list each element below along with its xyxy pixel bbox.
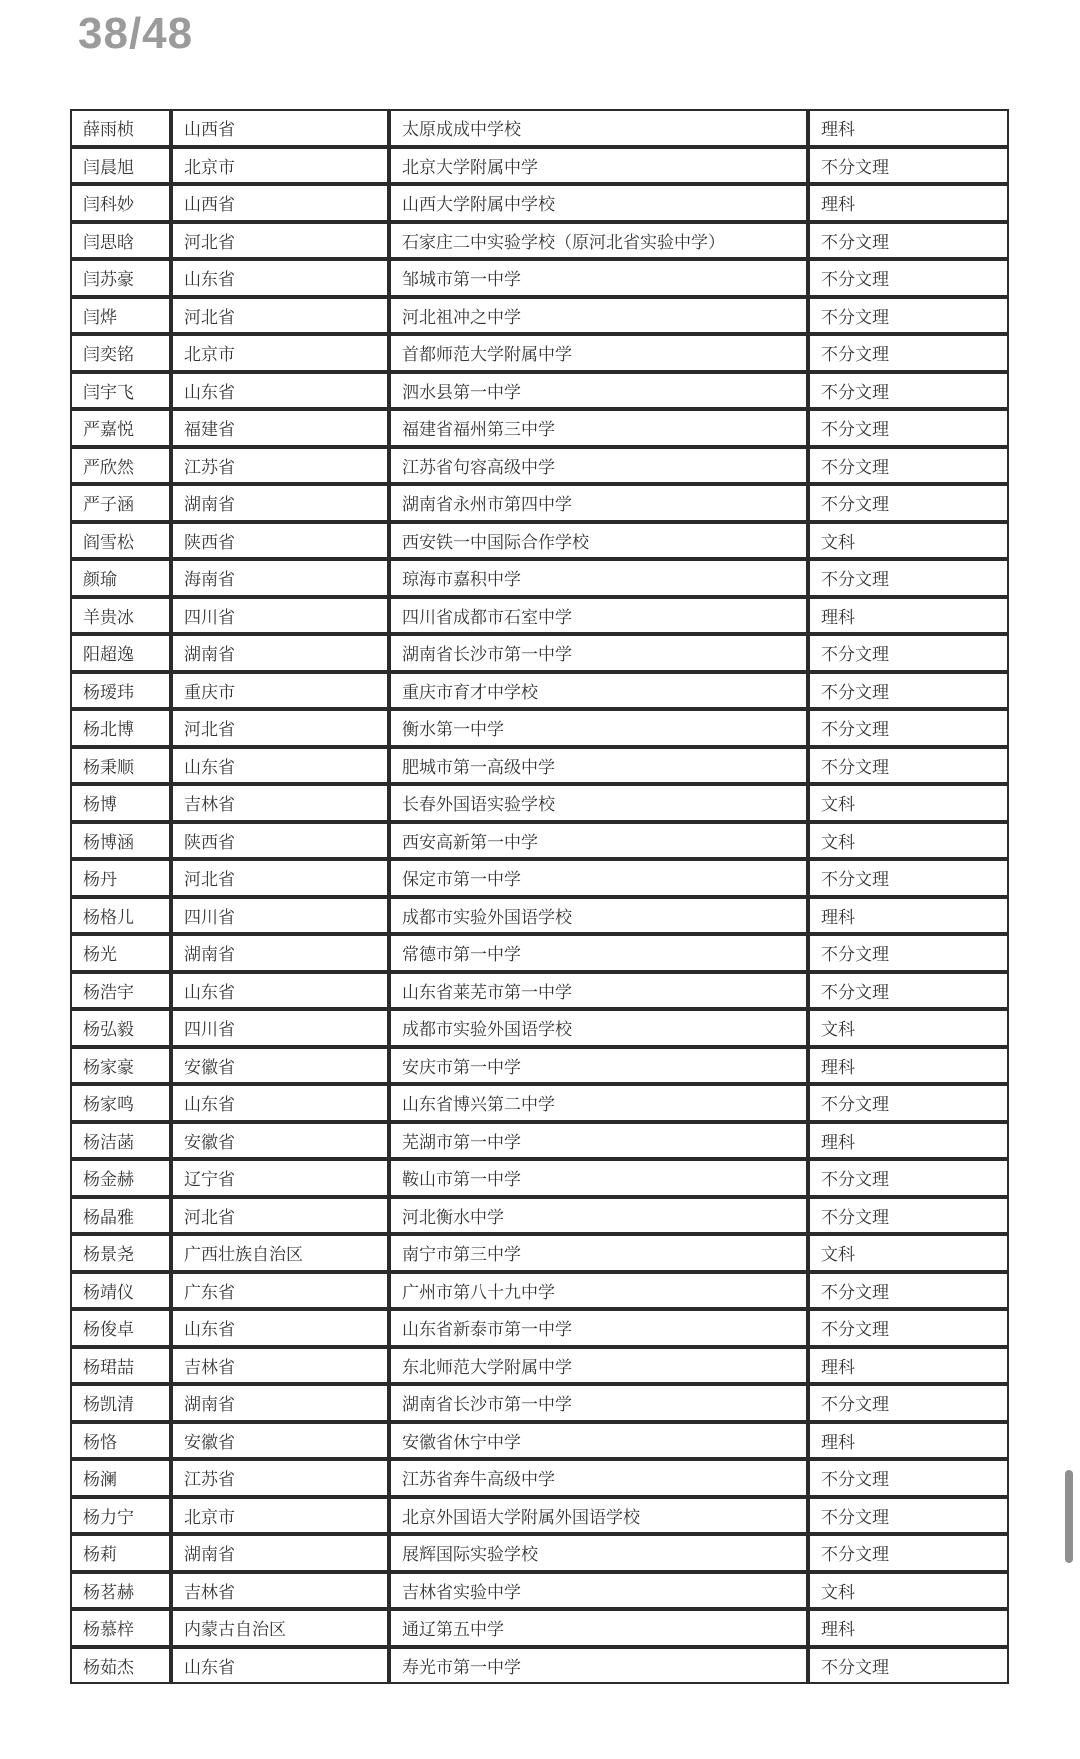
province-cell: 江苏省 xyxy=(171,447,389,485)
page-indicator: 38/48 xyxy=(78,9,194,58)
student-name-cell: 杨浩宇 xyxy=(70,972,171,1010)
school-cell: 邹城市第一中学 xyxy=(389,259,808,297)
student-name-cell: 闫奕铭 xyxy=(70,334,171,372)
school-cell: 保定市第一中学 xyxy=(389,859,808,897)
table-row xyxy=(70,634,1009,672)
table-row xyxy=(70,1234,1009,1272)
subject-track-cell: 不分文理 xyxy=(808,559,1009,597)
table-row xyxy=(70,1572,1009,1610)
subject-track-cell: 理科 xyxy=(808,109,1009,147)
subject-track-cell: 不分文理 xyxy=(808,1309,1009,1347)
student-name-cell: 杨恪 xyxy=(70,1422,171,1460)
school-cell: 北京外国语大学附属外国语学校 xyxy=(389,1497,808,1535)
province-cell: 河北省 xyxy=(171,1197,389,1235)
province-cell: 辽宁省 xyxy=(171,1159,389,1197)
student-name-cell: 严欣然 xyxy=(70,447,171,485)
subject-track-cell: 理科 xyxy=(808,1609,1009,1647)
table-row xyxy=(70,147,1009,185)
table-row xyxy=(70,859,1009,897)
province-cell: 湖南省 xyxy=(171,1534,389,1572)
subject-track-cell: 理科 xyxy=(808,1422,1009,1460)
student-name-cell: 杨家鸣 xyxy=(70,1084,171,1122)
school-cell: 西安铁一中国际合作学校 xyxy=(389,522,808,560)
table-row xyxy=(70,1159,1009,1197)
table-row xyxy=(70,447,1009,485)
province-cell: 山东省 xyxy=(171,747,389,785)
school-cell: 江苏省奔牛高级中学 xyxy=(389,1459,808,1497)
school-cell: 重庆市育才中学校 xyxy=(389,672,808,710)
school-cell: 江苏省句容高级中学 xyxy=(389,447,808,485)
student-name-cell: 闫苏豪 xyxy=(70,259,171,297)
school-cell: 河北祖冲之中学 xyxy=(389,297,808,335)
school-cell: 长春外国语实验学校 xyxy=(389,784,808,822)
subject-track-cell: 不分文理 xyxy=(808,447,1009,485)
province-cell: 吉林省 xyxy=(171,784,389,822)
subject-track-cell: 不分文理 xyxy=(808,1384,1009,1422)
province-cell: 河北省 xyxy=(171,709,389,747)
student-name-cell: 杨力宁 xyxy=(70,1497,171,1535)
table-row xyxy=(70,1459,1009,1497)
school-cell: 泗水县第一中学 xyxy=(389,372,808,410)
province-cell: 山西省 xyxy=(171,184,389,222)
province-cell: 陕西省 xyxy=(171,822,389,860)
subject-track-cell: 不分文理 xyxy=(808,1197,1009,1235)
province-cell: 河北省 xyxy=(171,297,389,335)
school-cell: 芜湖市第一中学 xyxy=(389,1122,808,1160)
table-row xyxy=(70,597,1009,635)
subject-track-cell: 文科 xyxy=(808,822,1009,860)
roster-table-body xyxy=(70,109,1009,1684)
subject-track-cell: 不分文理 xyxy=(808,334,1009,372)
student-name-cell: 闫科妙 xyxy=(70,184,171,222)
province-cell: 海南省 xyxy=(171,559,389,597)
subject-track-cell: 不分文理 xyxy=(808,484,1009,522)
school-cell: 河北衡水中学 xyxy=(389,1197,808,1235)
table-row xyxy=(70,1384,1009,1422)
school-cell: 石家庄二中实验学校（原河北省实验中学） xyxy=(389,222,808,260)
student-name-cell: 杨景尧 xyxy=(70,1234,171,1272)
province-cell: 山东省 xyxy=(171,1647,389,1685)
school-cell: 衡水第一中学 xyxy=(389,709,808,747)
student-name-cell: 阳超逸 xyxy=(70,634,171,672)
subject-track-cell: 不分文理 xyxy=(808,147,1009,185)
table-row xyxy=(70,334,1009,372)
table-row xyxy=(70,522,1009,560)
subject-track-cell: 文科 xyxy=(808,1234,1009,1272)
subject-track-cell: 不分文理 xyxy=(808,1084,1009,1122)
school-cell: 鞍山市第一中学 xyxy=(389,1159,808,1197)
student-name-cell: 严嘉悦 xyxy=(70,409,171,447)
subject-track-cell: 不分文理 xyxy=(808,1647,1009,1685)
table-row xyxy=(70,1309,1009,1347)
subject-track-cell: 理科 xyxy=(808,1347,1009,1385)
subject-track-cell: 理科 xyxy=(808,184,1009,222)
school-cell: 福建省福州第三中学 xyxy=(389,409,808,447)
school-cell: 山西大学附属中学校 xyxy=(389,184,808,222)
school-cell: 首都师范大学附属中学 xyxy=(389,334,808,372)
table-row xyxy=(70,1009,1009,1047)
table-row xyxy=(70,1272,1009,1310)
vertical-scrollbar-thumb[interactable] xyxy=(1065,1470,1073,1563)
province-cell: 山东省 xyxy=(171,372,389,410)
table-row xyxy=(70,109,1009,147)
province-cell: 四川省 xyxy=(171,597,389,635)
subject-track-cell: 文科 xyxy=(808,522,1009,560)
province-cell: 广东省 xyxy=(171,1272,389,1310)
table-row xyxy=(70,1047,1009,1085)
student-name-cell: 杨珺喆 xyxy=(70,1347,171,1385)
school-cell: 山东省新泰市第一中学 xyxy=(389,1309,808,1347)
province-cell: 吉林省 xyxy=(171,1347,389,1385)
table-row xyxy=(70,372,1009,410)
subject-track-cell: 不分文理 xyxy=(808,1497,1009,1535)
school-cell: 常德市第一中学 xyxy=(389,934,808,972)
student-name-cell: 严子涵 xyxy=(70,484,171,522)
student-name-cell: 杨茹杰 xyxy=(70,1647,171,1685)
subject-track-cell: 理科 xyxy=(808,897,1009,935)
subject-track-cell: 不分文理 xyxy=(808,259,1009,297)
province-cell: 河北省 xyxy=(171,859,389,897)
student-name-cell: 杨丹 xyxy=(70,859,171,897)
student-name-cell: 杨靖仪 xyxy=(70,1272,171,1310)
subject-track-cell: 不分文理 xyxy=(808,1459,1009,1497)
subject-track-cell: 文科 xyxy=(808,784,1009,822)
student-name-cell: 杨家豪 xyxy=(70,1047,171,1085)
table-row xyxy=(70,897,1009,935)
province-cell: 北京市 xyxy=(171,334,389,372)
subject-track-cell: 不分文理 xyxy=(808,222,1009,260)
province-cell: 湖南省 xyxy=(171,484,389,522)
school-cell: 湖南省长沙市第一中学 xyxy=(389,1384,808,1422)
school-cell: 山东省莱芜市第一中学 xyxy=(389,972,808,1010)
school-cell: 吉林省实验中学 xyxy=(389,1572,808,1610)
province-cell: 安徽省 xyxy=(171,1047,389,1085)
province-cell: 湖南省 xyxy=(171,634,389,672)
province-cell: 陕西省 xyxy=(171,522,389,560)
subject-track-cell: 不分文理 xyxy=(808,297,1009,335)
province-cell: 江苏省 xyxy=(171,1459,389,1497)
student-name-cell: 杨博 xyxy=(70,784,171,822)
school-cell: 东北师范大学附属中学 xyxy=(389,1347,808,1385)
table-row xyxy=(70,409,1009,447)
subject-track-cell: 不分文理 xyxy=(808,1534,1009,1572)
student-name-cell: 杨金赫 xyxy=(70,1159,171,1197)
table-row xyxy=(70,1647,1009,1685)
table-row xyxy=(70,1122,1009,1160)
table-row xyxy=(70,822,1009,860)
table-row xyxy=(70,1084,1009,1122)
student-name-cell: 杨弘毅 xyxy=(70,1009,171,1047)
student-name-cell: 杨凯清 xyxy=(70,1384,171,1422)
student-name-cell: 杨俊卓 xyxy=(70,1309,171,1347)
table-row xyxy=(70,184,1009,222)
subject-track-cell: 不分文理 xyxy=(808,634,1009,672)
table-row xyxy=(70,1197,1009,1235)
school-cell: 通辽第五中学 xyxy=(389,1609,808,1647)
table-row xyxy=(70,784,1009,822)
province-cell: 安徽省 xyxy=(171,1422,389,1460)
province-cell: 山东省 xyxy=(171,1084,389,1122)
student-name-cell: 闫宇飞 xyxy=(70,372,171,410)
province-cell: 山东省 xyxy=(171,972,389,1010)
student-name-cell: 杨莉 xyxy=(70,1534,171,1572)
province-cell: 内蒙古自治区 xyxy=(171,1609,389,1647)
subject-track-cell: 理科 xyxy=(808,1047,1009,1085)
province-cell: 山西省 xyxy=(171,109,389,147)
student-name-cell: 闫思晗 xyxy=(70,222,171,260)
subject-track-cell: 不分文理 xyxy=(808,747,1009,785)
province-cell: 吉林省 xyxy=(171,1572,389,1610)
subject-track-cell: 文科 xyxy=(808,1009,1009,1047)
table-row xyxy=(70,559,1009,597)
school-cell: 南宁市第三中学 xyxy=(389,1234,808,1272)
school-cell: 展辉国际实验学校 xyxy=(389,1534,808,1572)
table-row xyxy=(70,1534,1009,1572)
student-name-cell: 杨北博 xyxy=(70,709,171,747)
student-name-cell: 阎雪松 xyxy=(70,522,171,560)
province-cell: 四川省 xyxy=(171,1009,389,1047)
table-row xyxy=(70,1609,1009,1647)
subject-track-cell: 理科 xyxy=(808,597,1009,635)
table-row xyxy=(70,972,1009,1010)
subject-track-cell: 不分文理 xyxy=(808,372,1009,410)
subject-track-cell: 不分文理 xyxy=(808,709,1009,747)
province-cell: 北京市 xyxy=(171,1497,389,1535)
province-cell: 湖南省 xyxy=(171,1384,389,1422)
table-row xyxy=(70,259,1009,297)
school-cell: 西安高新第一中学 xyxy=(389,822,808,860)
province-cell: 福建省 xyxy=(171,409,389,447)
school-cell: 湖南省长沙市第一中学 xyxy=(389,634,808,672)
subject-track-cell: 理科 xyxy=(808,1122,1009,1160)
school-cell: 广州市第八十九中学 xyxy=(389,1272,808,1310)
province-cell: 广西壮族自治区 xyxy=(171,1234,389,1272)
student-name-cell: 杨秉顺 xyxy=(70,747,171,785)
table-row xyxy=(70,1422,1009,1460)
student-name-cell: 闫晨旭 xyxy=(70,147,171,185)
student-name-cell: 杨格儿 xyxy=(70,897,171,935)
province-cell: 山东省 xyxy=(171,1309,389,1347)
school-cell: 山东省博兴第二中学 xyxy=(389,1084,808,1122)
school-cell: 寿光市第一中学 xyxy=(389,1647,808,1685)
student-name-cell: 杨晶雅 xyxy=(70,1197,171,1235)
school-cell: 湖南省永州市第四中学 xyxy=(389,484,808,522)
table-row xyxy=(70,297,1009,335)
province-cell: 山东省 xyxy=(171,259,389,297)
student-name-cell: 杨洁菡 xyxy=(70,1122,171,1160)
table-row xyxy=(70,1347,1009,1385)
student-name-cell: 杨慕梓 xyxy=(70,1609,171,1647)
subject-track-cell: 文科 xyxy=(808,1572,1009,1610)
student-name-cell: 杨澜 xyxy=(70,1459,171,1497)
subject-track-cell: 不分文理 xyxy=(808,1272,1009,1310)
province-cell: 北京市 xyxy=(171,147,389,185)
table-row xyxy=(70,1497,1009,1535)
province-cell: 安徽省 xyxy=(171,1122,389,1160)
school-cell: 太原成成中学校 xyxy=(389,109,808,147)
student-name-cell: 杨光 xyxy=(70,934,171,972)
student-name-cell: 杨茗赫 xyxy=(70,1572,171,1610)
subject-track-cell: 不分文理 xyxy=(808,934,1009,972)
school-cell: 肥城市第一高级中学 xyxy=(389,747,808,785)
school-cell: 成都市实验外国语学校 xyxy=(389,1009,808,1047)
table-row xyxy=(70,672,1009,710)
student-roster-table xyxy=(70,109,1009,1684)
table-row xyxy=(70,934,1009,972)
school-cell: 安徽省休宁中学 xyxy=(389,1422,808,1460)
subject-track-cell: 不分文理 xyxy=(808,972,1009,1010)
school-cell: 琼海市嘉积中学 xyxy=(389,559,808,597)
table-row xyxy=(70,747,1009,785)
table-row xyxy=(70,709,1009,747)
student-name-cell: 薛雨桢 xyxy=(70,109,171,147)
school-cell: 安庆市第一中学 xyxy=(389,1047,808,1085)
province-cell: 四川省 xyxy=(171,897,389,935)
student-name-cell: 颜瑜 xyxy=(70,559,171,597)
student-name-cell: 闫烨 xyxy=(70,297,171,335)
school-cell: 成都市实验外国语学校 xyxy=(389,897,808,935)
student-name-cell: 杨博涵 xyxy=(70,822,171,860)
table-row xyxy=(70,484,1009,522)
province-cell: 重庆市 xyxy=(171,672,389,710)
subject-track-cell: 不分文理 xyxy=(808,1159,1009,1197)
student-name-cell: 羊贵冰 xyxy=(70,597,171,635)
school-cell: 北京大学附属中学 xyxy=(389,147,808,185)
student-name-cell: 杨瑷玮 xyxy=(70,672,171,710)
subject-track-cell: 不分文理 xyxy=(808,672,1009,710)
province-cell: 河北省 xyxy=(171,222,389,260)
subject-track-cell: 不分文理 xyxy=(808,859,1009,897)
school-cell: 四川省成都市石室中学 xyxy=(389,597,808,635)
table-row xyxy=(70,222,1009,260)
subject-track-cell: 不分文理 xyxy=(808,409,1009,447)
province-cell: 湖南省 xyxy=(171,934,389,972)
